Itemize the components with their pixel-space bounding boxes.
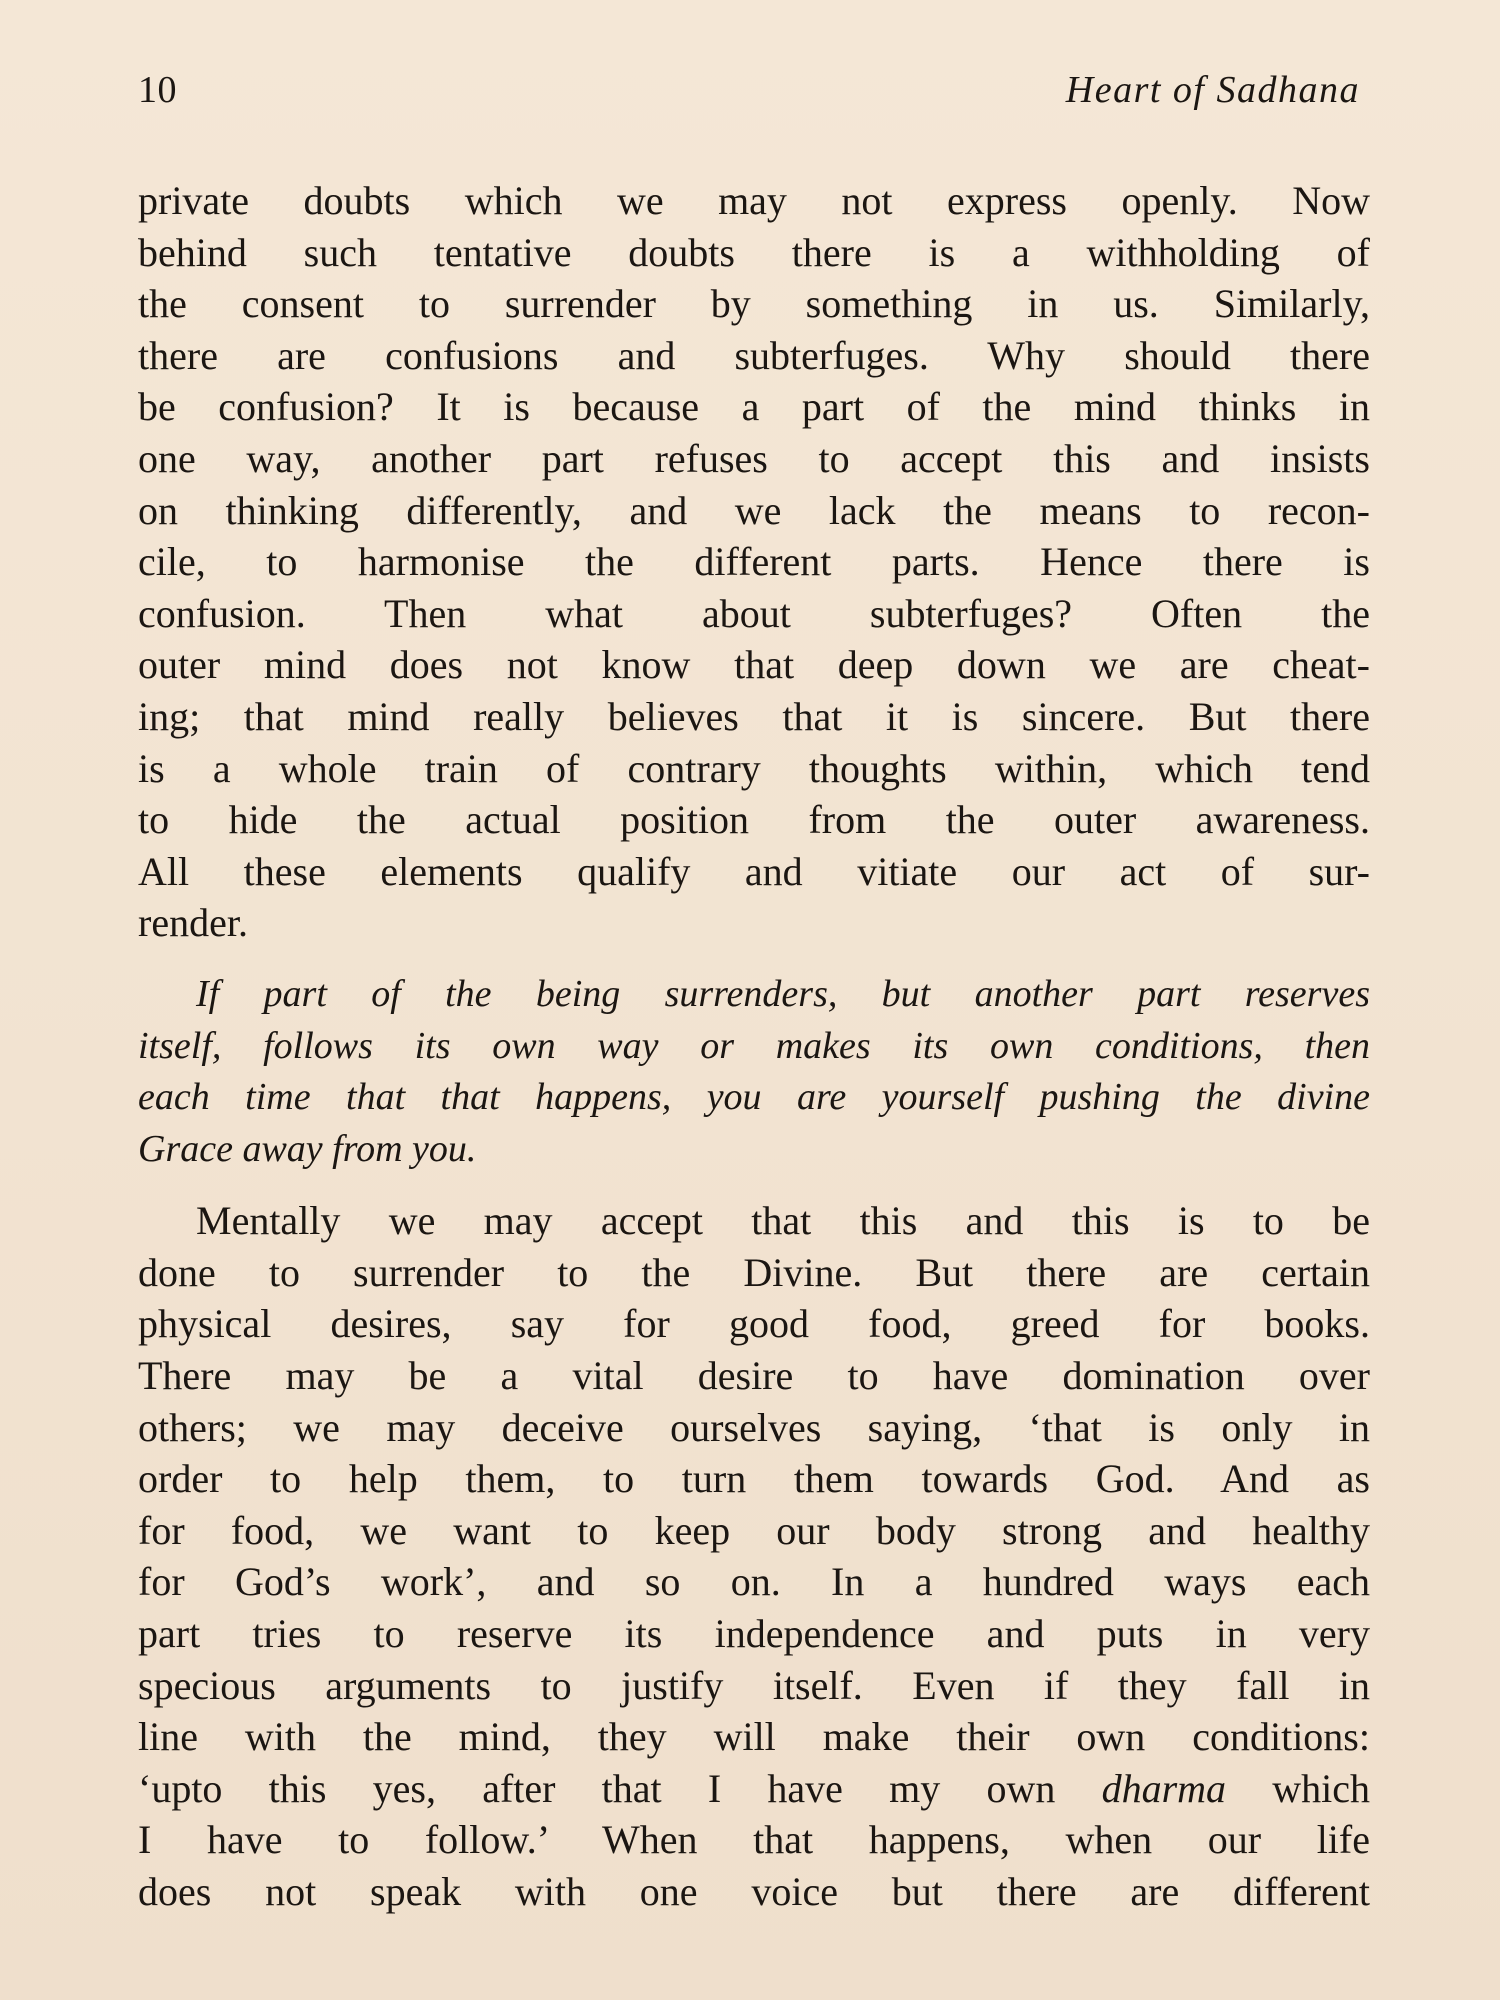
text-line: specious arguments to justify itself. Even if they fall in xyxy=(138,1662,1370,1708)
text-line: is a whole train of contrary thoughts within, which tend xyxy=(138,745,1370,791)
running-title: Heart of Sadhana xyxy=(1065,69,1360,111)
text-line: All these elements qualify and vitiate our act of sur- xyxy=(138,848,1370,894)
text-line: done to surrender to the Divine. But there are certain xyxy=(138,1249,1370,1295)
text-line: I have to follow.’ When that happens, when our life xyxy=(138,1817,1370,1863)
text-line: one way, another part refuses to accept this and insists xyxy=(138,435,1370,481)
text-line: for food, we want to keep our body strong and healthy xyxy=(138,1507,1370,1553)
text-line xyxy=(138,1763,1370,1815)
text-line: does not speak with one voice but there are different xyxy=(138,1869,1370,1914)
text-line: render. xyxy=(138,900,248,946)
text-line: to hide the actual position from the outer awareness. xyxy=(138,797,1370,843)
quote-line: Grace away from you. xyxy=(138,1127,477,1170)
text-fragment: ‘upto this yes, after that I have my own xyxy=(138,1765,1102,1811)
text-line: outer mind does not know that deep down we are cheat- xyxy=(138,642,1370,688)
text-line: others; we may deceive ourselves saying, ‘that is only in xyxy=(138,1404,1370,1450)
text-line: be confusion? It is because a part of the mind thinks in xyxy=(138,384,1370,430)
text-line: line with the mind, they will make their own conditions: xyxy=(138,1714,1370,1760)
emphasis-dharma: dharma xyxy=(1101,1765,1227,1811)
page-number: 10 xyxy=(138,69,177,111)
quote-line: If part of the being surrenders, but another part reserves xyxy=(196,972,1370,1015)
body-text xyxy=(138,175,1370,1918)
text-fragment: which xyxy=(1226,1765,1370,1811)
text-line: the consent to surrender by something in us. Similarly, xyxy=(138,281,1370,327)
quote-line: each time that that happens, you are yourself pushing the divine xyxy=(138,1076,1370,1119)
text-line: There may be a vital desire to have domination over xyxy=(138,1353,1370,1399)
text-line: ing; that mind really believes that it is sincere. But there xyxy=(138,693,1370,739)
text-line: for God’s work’, and so on. In a hundred ways each xyxy=(138,1559,1370,1605)
quote-line: itself, follows its own way or makes its own conditions, then xyxy=(138,1024,1370,1067)
text-line: order to help them, to turn them towards God. And as xyxy=(138,1456,1370,1502)
text-line: Mentally we may accept that this and this is to be xyxy=(196,1198,1370,1244)
text-line: there are confusions and subterfuges. Why should there xyxy=(138,332,1370,378)
text-line: part tries to reserve its independence and puts in very xyxy=(138,1611,1370,1657)
text-line: cile, to harmonise the different parts. Hence there is xyxy=(138,539,1370,585)
text-line: private doubts which we may not express openly. Now xyxy=(138,178,1370,223)
running-header xyxy=(138,68,1360,128)
text-line: on thinking differently, and we lack the means to recon- xyxy=(138,487,1370,533)
text-line: confusion. Then what about subterfuges? Often the xyxy=(138,590,1370,636)
block-quote xyxy=(138,969,1370,1175)
paragraph xyxy=(138,1195,1370,1917)
text-line: behind such tentative doubts there is a withholding of xyxy=(138,229,1370,275)
paragraph xyxy=(138,175,1370,949)
text-line: physical desires, say for good food, greed for books. xyxy=(138,1301,1370,1347)
